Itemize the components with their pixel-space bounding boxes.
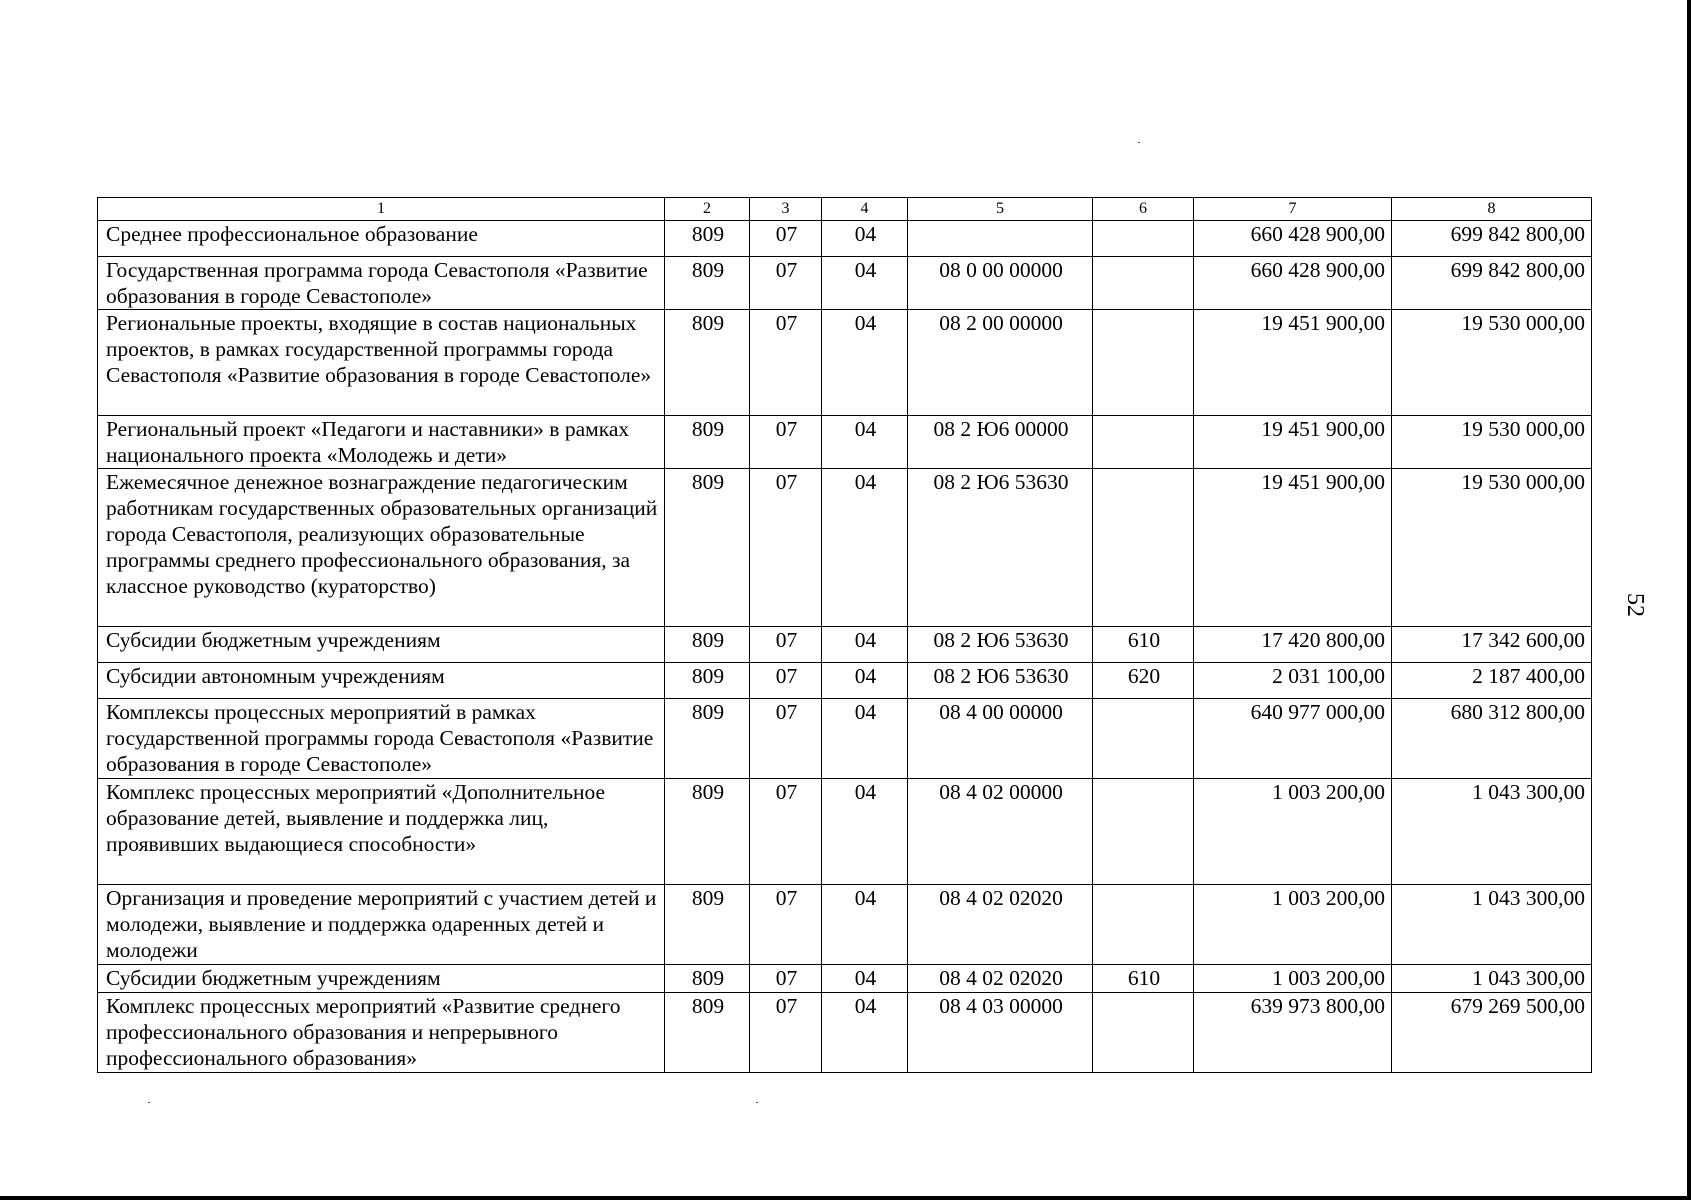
cell-subsection-code: 04 — [822, 627, 908, 663]
cell-ministry-code: 809 — [665, 965, 750, 993]
cell-amount-7: 19 451 900,00 — [1194, 416, 1392, 469]
table-row — [98, 885, 1592, 965]
cell-expense-type — [1093, 310, 1194, 416]
cell-subsection-code: 04 — [822, 965, 908, 993]
table-row — [98, 779, 1592, 885]
cell-amount-8: 679 269 500,00 — [1392, 993, 1592, 1073]
cell-subsection-code: 04 — [822, 779, 908, 885]
cell-amount-8: 1 043 300,00 — [1392, 885, 1592, 965]
cell-amount-7: 640 977 000,00 — [1194, 699, 1392, 779]
cell-ministry-code: 809 — [665, 699, 750, 779]
table-row — [98, 257, 1592, 310]
cell-expense-type — [1093, 993, 1194, 1073]
budget-table — [97, 197, 1592, 1073]
cell-target-code: 08 2 00 00000 — [908, 310, 1093, 416]
cell-subsection-code: 04 — [822, 469, 908, 627]
row-name: Организация и проведение мероприятий с участием детей и молодежи, выявление и поддержка одаренных детей и молодежи — [98, 885, 665, 965]
cell-subsection-code: 04 — [822, 885, 908, 965]
cell-ministry-code: 809 — [665, 257, 750, 310]
cell-amount-8: 17 342 600,00 — [1392, 627, 1592, 663]
cell-subsection-code: 04 — [822, 257, 908, 310]
cell-amount-8: 1 043 300,00 — [1392, 779, 1592, 885]
scan-edge-right — [1687, 0, 1691, 1200]
table-row — [98, 993, 1592, 1073]
cell-subsection-code: 04 — [822, 663, 908, 699]
row-name: Субсидии бюджетным учреждениям — [98, 627, 665, 663]
cell-amount-7: 1 003 200,00 — [1194, 779, 1392, 885]
cell-amount-8: 680 312 800,00 — [1392, 699, 1592, 779]
cell-section-code: 07 — [750, 663, 822, 699]
scan-speck — [1138, 142, 1140, 143]
column-header: 6 — [1093, 198, 1194, 221]
row-name: Региональный проект «Педагоги и наставники» в рамках национального проекта «Молодежь и дети» — [98, 416, 665, 469]
cell-target-code: 08 4 02 02020 — [908, 885, 1093, 965]
cell-amount-7: 639 973 800,00 — [1194, 993, 1392, 1073]
row-name: Ежемесячное денежное вознаграждение педагогическим работникам государственных образовательных организаций города Севастополя, реализующих образовательные программы среднего профессионального образования, за классное руководство (кураторство) — [98, 469, 665, 627]
cell-expense-type — [1093, 416, 1194, 469]
cell-target-code — [908, 221, 1093, 257]
cell-section-code: 07 — [750, 699, 822, 779]
cell-section-code: 07 — [750, 469, 822, 627]
cell-subsection-code: 04 — [822, 221, 908, 257]
cell-target-code: 08 2 Ю6 00000 — [908, 416, 1093, 469]
cell-subsection-code: 04 — [822, 993, 908, 1073]
cell-target-code: 08 4 02 02020 — [908, 965, 1093, 993]
column-header: 3 — [750, 198, 822, 221]
page-number: 52 — [1622, 593, 1648, 617]
cell-ministry-code: 809 — [665, 663, 750, 699]
cell-expense-type — [1093, 257, 1194, 310]
cell-expense-type: 610 — [1093, 627, 1194, 663]
cell-amount-8: 19 530 000,00 — [1392, 469, 1592, 627]
row-name: Комплекс процессных мероприятий «Дополнительное образование детей, выявление и поддержка лиц, проявивших выдающиеся способности» — [98, 779, 665, 885]
column-header: 7 — [1194, 198, 1392, 221]
cell-amount-8: 1 043 300,00 — [1392, 965, 1592, 993]
row-name: Государственная программа города Севастополя «Развитие образования в городе Севастополе» — [98, 257, 665, 310]
cell-amount-7: 660 428 900,00 — [1194, 257, 1392, 310]
cell-section-code: 07 — [750, 885, 822, 965]
row-name: Субсидии автономным учреждениям — [98, 663, 665, 699]
cell-ministry-code: 809 — [665, 885, 750, 965]
cell-expense-type — [1093, 469, 1194, 627]
cell-target-code: 08 0 00 00000 — [908, 257, 1093, 310]
scan-speck — [148, 1102, 150, 1103]
cell-target-code: 08 4 00 00000 — [908, 699, 1093, 779]
cell-ministry-code: 809 — [665, 310, 750, 416]
cell-amount-7: 19 451 900,00 — [1194, 469, 1392, 627]
cell-expense-type — [1093, 221, 1194, 257]
cell-section-code: 07 — [750, 310, 822, 416]
cell-target-code: 08 2 Ю6 53630 — [908, 627, 1093, 663]
cell-expense-type — [1093, 885, 1194, 965]
cell-amount-7: 660 428 900,00 — [1194, 221, 1392, 257]
scan-edge-bottom — [0, 1196, 1691, 1200]
cell-amount-8: 19 530 000,00 — [1392, 310, 1592, 416]
table-row — [98, 663, 1592, 699]
cell-amount-8: 699 842 800,00 — [1392, 257, 1592, 310]
cell-ministry-code: 809 — [665, 993, 750, 1073]
cell-amount-7: 2 031 100,00 — [1194, 663, 1392, 699]
table-row — [98, 310, 1592, 416]
cell-section-code: 07 — [750, 965, 822, 993]
cell-ministry-code: 809 — [665, 627, 750, 663]
row-name: Субсидии бюджетным учреждениям — [98, 965, 665, 993]
cell-ministry-code: 809 — [665, 469, 750, 627]
cell-amount-8: 19 530 000,00 — [1392, 416, 1592, 469]
cell-subsection-code: 04 — [822, 310, 908, 416]
table-row — [98, 965, 1592, 993]
cell-amount-8: 699 842 800,00 — [1392, 221, 1592, 257]
cell-target-code: 08 4 02 00000 — [908, 779, 1093, 885]
column-number-row — [98, 198, 1592, 221]
cell-section-code: 07 — [750, 779, 822, 885]
cell-amount-8: 2 187 400,00 — [1392, 663, 1592, 699]
cell-expense-type — [1093, 699, 1194, 779]
row-name: Среднее профессиональное образование — [98, 221, 665, 257]
row-name: Комплекс процессных мероприятий «Развитие среднего профессионального образования и непрерывного профессионального образования» — [98, 993, 665, 1073]
cell-target-code: 08 4 03 00000 — [908, 993, 1093, 1073]
table-row — [98, 221, 1592, 257]
row-name: Региональные проекты, входящие в состав национальных проектов, в рамках государственной программы города Севастополя «Развитие образования в городе Севастополе» — [98, 310, 665, 416]
cell-section-code: 07 — [750, 221, 822, 257]
row-name: Комплексы процессных мероприятий в рамках государственной программы города Севастополя «Развитие образования в городе Севастополе» — [98, 699, 665, 779]
column-header: 8 — [1392, 198, 1592, 221]
column-header: 2 — [665, 198, 750, 221]
cell-ministry-code: 809 — [665, 779, 750, 885]
cell-subsection-code: 04 — [822, 416, 908, 469]
cell-amount-7: 17 420 800,00 — [1194, 627, 1392, 663]
column-header: 4 — [822, 198, 908, 221]
cell-expense-type — [1093, 779, 1194, 885]
cell-expense-type: 610 — [1093, 965, 1194, 993]
table-row — [98, 699, 1592, 779]
cell-subsection-code: 04 — [822, 699, 908, 779]
cell-amount-7: 19 451 900,00 — [1194, 310, 1392, 416]
column-header: 5 — [908, 198, 1093, 221]
table-row — [98, 627, 1592, 663]
cell-target-code: 08 2 Ю6 53630 — [908, 663, 1093, 699]
cell-expense-type: 620 — [1093, 663, 1194, 699]
cell-ministry-code: 809 — [665, 221, 750, 257]
column-header: 1 — [98, 198, 665, 221]
cell-amount-7: 1 003 200,00 — [1194, 965, 1392, 993]
cell-section-code: 07 — [750, 627, 822, 663]
cell-amount-7: 1 003 200,00 — [1194, 885, 1392, 965]
cell-section-code: 07 — [750, 416, 822, 469]
table-row — [98, 416, 1592, 469]
cell-target-code: 08 2 Ю6 53630 — [908, 469, 1093, 627]
cell-section-code: 07 — [750, 257, 822, 310]
cell-section-code: 07 — [750, 993, 822, 1073]
scan-speck — [756, 1102, 758, 1103]
cell-ministry-code: 809 — [665, 416, 750, 469]
table-row — [98, 469, 1592, 627]
